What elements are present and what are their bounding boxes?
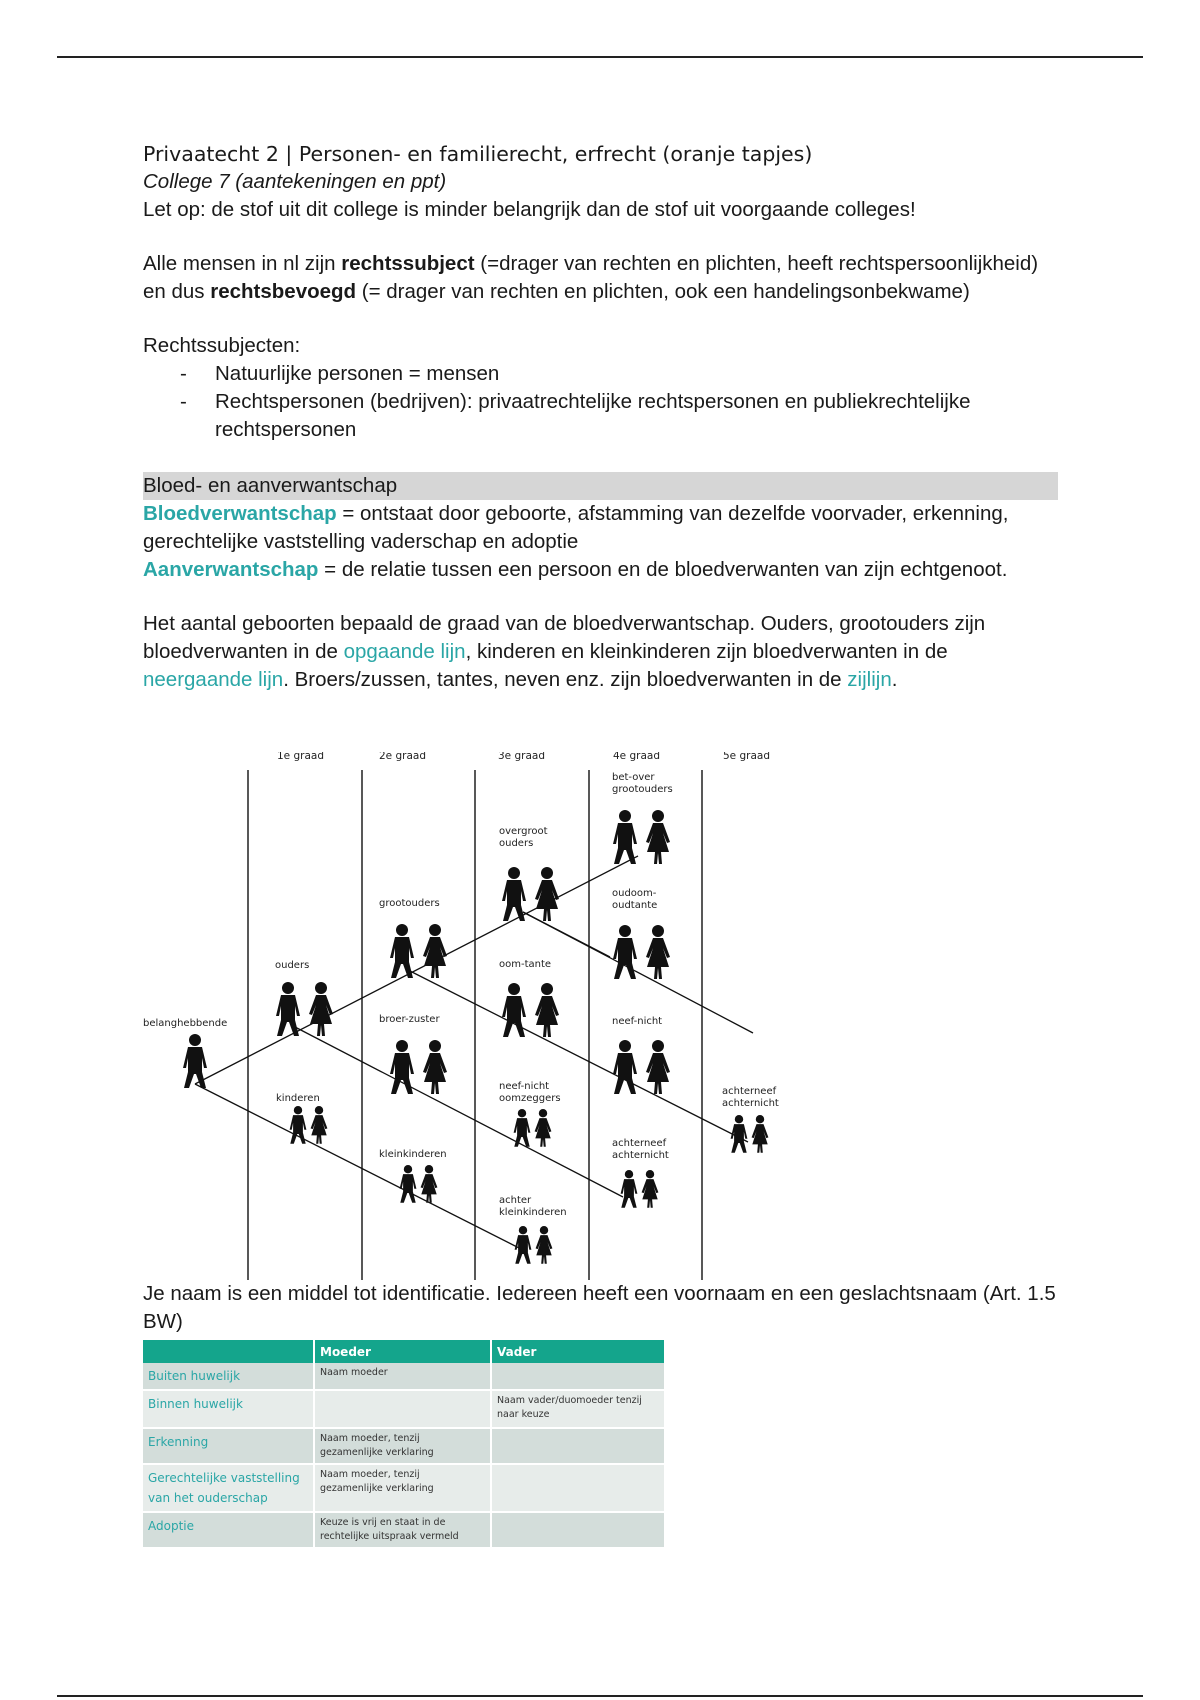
label-ouders: ouders — [275, 960, 310, 971]
affinity-definition: Aanverwantschap = de relatie tussen een persoon en de bloedverwanten van zijn echtgenoot. — [143, 558, 1008, 581]
table-header-empty — [143, 1340, 314, 1363]
section-heading: Bloed- en aanverwantschap — [143, 472, 1058, 500]
term-aanverwantschap: Aanverwantschap — [143, 558, 319, 581]
label-broer-zuster: broer-zuster — [379, 1014, 440, 1025]
bottom-rule — [57, 1695, 1143, 1697]
row-label: Binnen huwelijk — [143, 1390, 314, 1428]
blood-definition: Bloedverwantschap = ontstaat door geboorte, afstamming van dezelfde voorvader, erkenning, gerechtelijke vaststelling vaderschap en adoptie — [143, 502, 1009, 553]
table-row — [143, 1390, 665, 1428]
belanghebbende-icon — [183, 1034, 207, 1088]
column-header-2: 2e graad — [379, 752, 426, 762]
row-label: Buiten huwelijk — [143, 1363, 314, 1390]
subjects-list — [143, 360, 1058, 444]
label-grootouders: grootouders — [379, 898, 440, 909]
achterneef-5-icon — [731, 1115, 769, 1153]
achterneef-4-icon — [621, 1170, 659, 1208]
term-rechtsbevoegd: rechtsbevoegd — [210, 280, 357, 303]
label-overgrootouders-1: overgroot — [499, 826, 548, 837]
person-figures — [183, 810, 768, 1264]
achterkleinkinderen-icon — [515, 1226, 553, 1264]
row-label: Gerechtelijke vaststelling van het ouderschap — [143, 1464, 314, 1512]
list-item: - Natuurlijke personen = mensen — [180, 360, 1058, 388]
label-neef-nicht-1: neef-nicht — [499, 1081, 550, 1092]
label-neef-nicht-4: neef-nicht — [612, 1016, 663, 1027]
list-item: - Rechtspersonen (bedrijven): privaatrechtelijke rechtspersonen en publiekrechtelijke rechtspersonen — [180, 388, 1058, 444]
cell-vader — [491, 1363, 665, 1390]
label-oudoom-1: oudoom- — [612, 888, 657, 899]
cell-vader — [491, 1512, 665, 1548]
neef-nicht-4-icon — [613, 1040, 670, 1094]
cell-vader: Naam vader/duomoeder tenzij naar keuze — [491, 1390, 665, 1428]
top-rule — [57, 56, 1143, 58]
neef-nicht-3-icon — [514, 1109, 552, 1147]
column-header-1: 1e graad — [277, 752, 324, 762]
label-achterneef-1: achterneef — [612, 1138, 667, 1149]
label-kinderen: kinderen — [276, 1093, 320, 1104]
betovergrootouders-icon — [613, 810, 670, 864]
subjects-label: Rechtssubjecten: — [143, 334, 301, 357]
term-bloedverwantschap: Bloedverwantschap — [143, 502, 337, 525]
document-title: Privaatecht 2 | Personen- en familierecht, erfrecht (oranje tapjes) — [143, 142, 813, 166]
table-row — [143, 1363, 665, 1390]
cell-vader — [491, 1428, 665, 1464]
label-belanghebbende: belanghebbende — [143, 1018, 228, 1029]
label-achterneef-5-1: achterneef — [722, 1086, 777, 1097]
column-header-3: 3e graad — [498, 752, 545, 762]
label-achterneef-2: achternicht — [612, 1150, 669, 1161]
label-kleinkinderen: kleinkinderen — [379, 1149, 447, 1160]
grootouders-icon — [390, 924, 447, 978]
column-header-5: 5e graad — [723, 752, 770, 762]
document-note: Let op: de stof uit dit college is minder belangrijk dan de stof uit voorgaande colleges! — [143, 198, 916, 221]
label-overgrootouders-2: ouders — [499, 838, 534, 849]
oom-tante-icon — [502, 983, 559, 1037]
label-achterkleinkinderen-2: kleinkinderen — [499, 1207, 567, 1218]
row-label: Erkenning — [143, 1428, 314, 1464]
label-achterneef-5-2: achternicht — [722, 1098, 779, 1109]
table-row — [143, 1464, 665, 1512]
cell-moeder: Keuze is vrij en staat in de rechtelijke uitspraak vermeld — [314, 1512, 491, 1548]
label-oudoom-2: oudtante — [612, 900, 658, 911]
kinderen-icon — [290, 1106, 328, 1144]
cell-moeder: Naam moeder, tenzij gezamenlijke verklaring — [314, 1464, 491, 1512]
kinship-diagram — [143, 752, 1018, 1282]
label-achterkleinkinderen-1: achter — [499, 1195, 532, 1206]
document-body — [143, 140, 1058, 694]
table-header-vader: Vader — [491, 1340, 665, 1363]
term-rechtssubject: rechtssubject — [341, 252, 475, 275]
overgrootouders-icon — [502, 867, 559, 921]
degrees-paragraph: Het aantal geboorten bepaald de graad van de bloedverwantschap. Ouders, grootouders zijn bloedverwanten in de opgaande lijn, kinderen en kleinkinderen zijn bloedverwanten in de neergaande lijn. Broers/zussen, tantes, neven enz. zijn bloedverwanten in de zijlijn. — [143, 612, 986, 691]
cell-moeder: Naam moeder — [314, 1363, 491, 1390]
table-header-row — [143, 1340, 665, 1363]
term-neergaande-lijn: neergaande lijn — [143, 668, 284, 691]
term-opgaande-lijn: opgaande lijn — [343, 640, 466, 663]
oudoom-oudtante-icon — [613, 925, 670, 979]
name-table — [143, 1340, 666, 1549]
label-oom-tante: oom-tante — [499, 959, 552, 970]
column-header-4: 4e graad — [613, 752, 660, 762]
cell-vader — [491, 1464, 665, 1512]
kinship-lines — [195, 856, 753, 1250]
intro-paragraph: Alle mensen in nl zijn rechtssubject (=drager van rechten en plichten, heeft rechtspersoonlijkheid) en dus rechtsbevoegd (= drager van rechten en plichten, ook een handelingsonbekwame) — [143, 252, 1039, 303]
table-header-moeder: Moeder — [314, 1340, 491, 1363]
label-neef-nicht-2: oomzeggers — [499, 1093, 561, 1104]
row-label: Adoptie — [143, 1512, 314, 1548]
label-betovergrootouders-1: bet-over — [612, 772, 655, 783]
broer-zuster-icon — [390, 1040, 447, 1094]
table-row — [143, 1512, 665, 1548]
label-betovergrootouders-2: grootouders — [612, 784, 673, 795]
term-zijlijn: zijlijn — [847, 668, 892, 691]
cell-moeder — [314, 1390, 491, 1428]
naming-paragraph: Je naam is een middel tot identificatie. Iedereen heeft een voornaam en een geslachtsnaam (Art. 1.5 BW) — [143, 1282, 1056, 1333]
document-subtitle: College 7 (aantekeningen en ppt) — [143, 170, 447, 193]
cell-moeder: Naam moeder, tenzij gezamenlijke verklaring — [314, 1428, 491, 1464]
table-row — [143, 1428, 665, 1464]
